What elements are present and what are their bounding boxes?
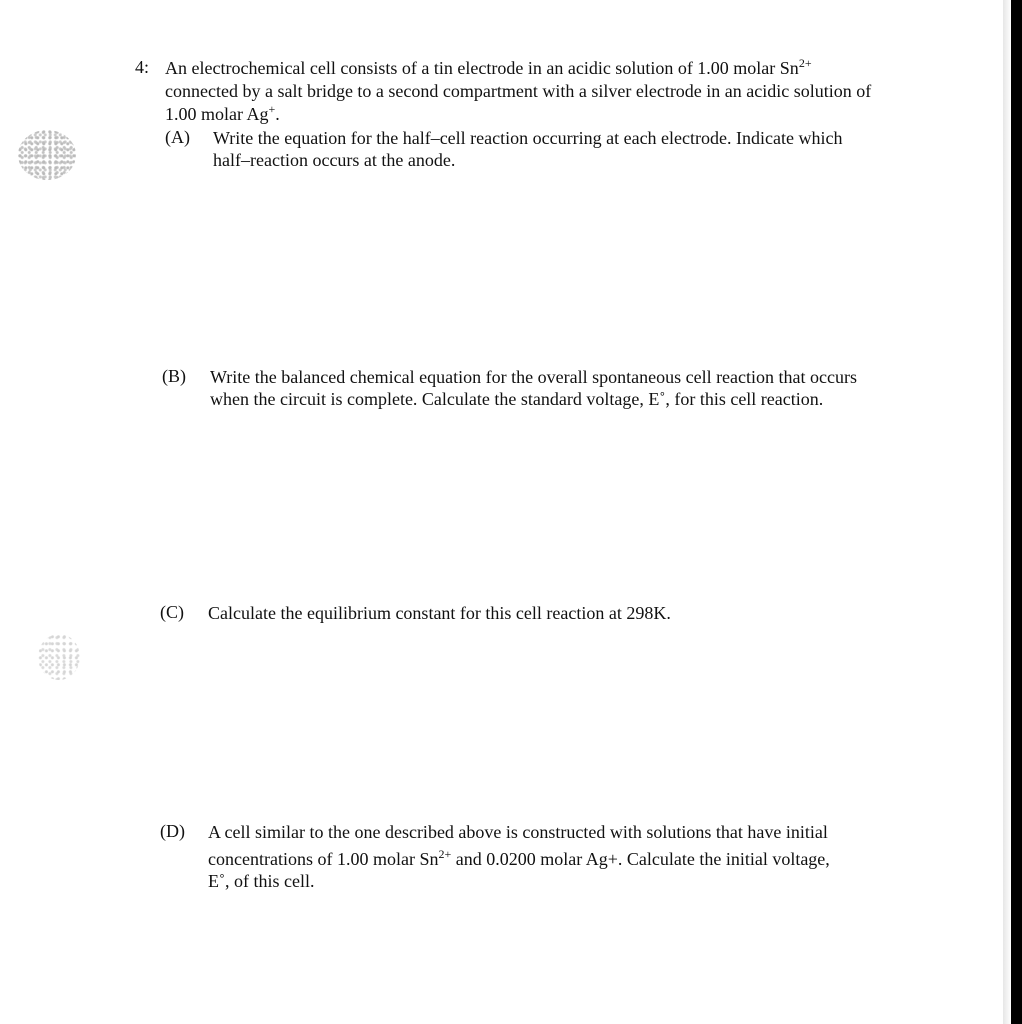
part-b-letter: (B) [162,366,186,386]
part-c-letter: (C) [160,602,184,622]
part-c-text: Calculate the equilibrium constant for this cell reaction at 298K. [208,603,671,623]
part-b-text: Write the balanced chemical equation for the overall spontaneous cell reaction that occurs when the circuit is complete. Calculate the standard voltage, E˚, for this cell reaction. [210,367,857,409]
question-stem [165,57,935,126]
page-edge [1003,0,1011,1024]
question-number: 4: [135,57,150,77]
stem-line-2: connected by a salt bridge to a second compartment with a silver electrode in an acidic solution of [165,81,872,101]
scan-speckle [18,130,76,180]
superscript: 2+ [438,847,452,861]
stem-line-1: An electrochemical cell consists of a tin electrode in an acidic solution of 1.00 molar $Sn^{2+}$ [165,56,812,78]
superscript: 2+ [798,56,812,70]
part-a-letter: (A) [165,127,190,147]
superscript: + [268,102,276,116]
part-a-text: Write the equation for the half–cell reaction occurring at each electrode. Indicate which half–reaction occurs at the anode. [213,128,843,170]
part-d-letter: (D) [160,821,185,841]
part-d-text: A cell similar to the one described above is constructed with solutions that have initial concentrations of 1.00 molar $Sn^{2+}$ and 0.0200 molar Ag+. Calculate the initial voltage, E˚, of this cell. [208,822,830,891]
stem-line-3: 1.00 molar Ag+. [165,102,280,124]
scan-speckle [38,634,80,680]
